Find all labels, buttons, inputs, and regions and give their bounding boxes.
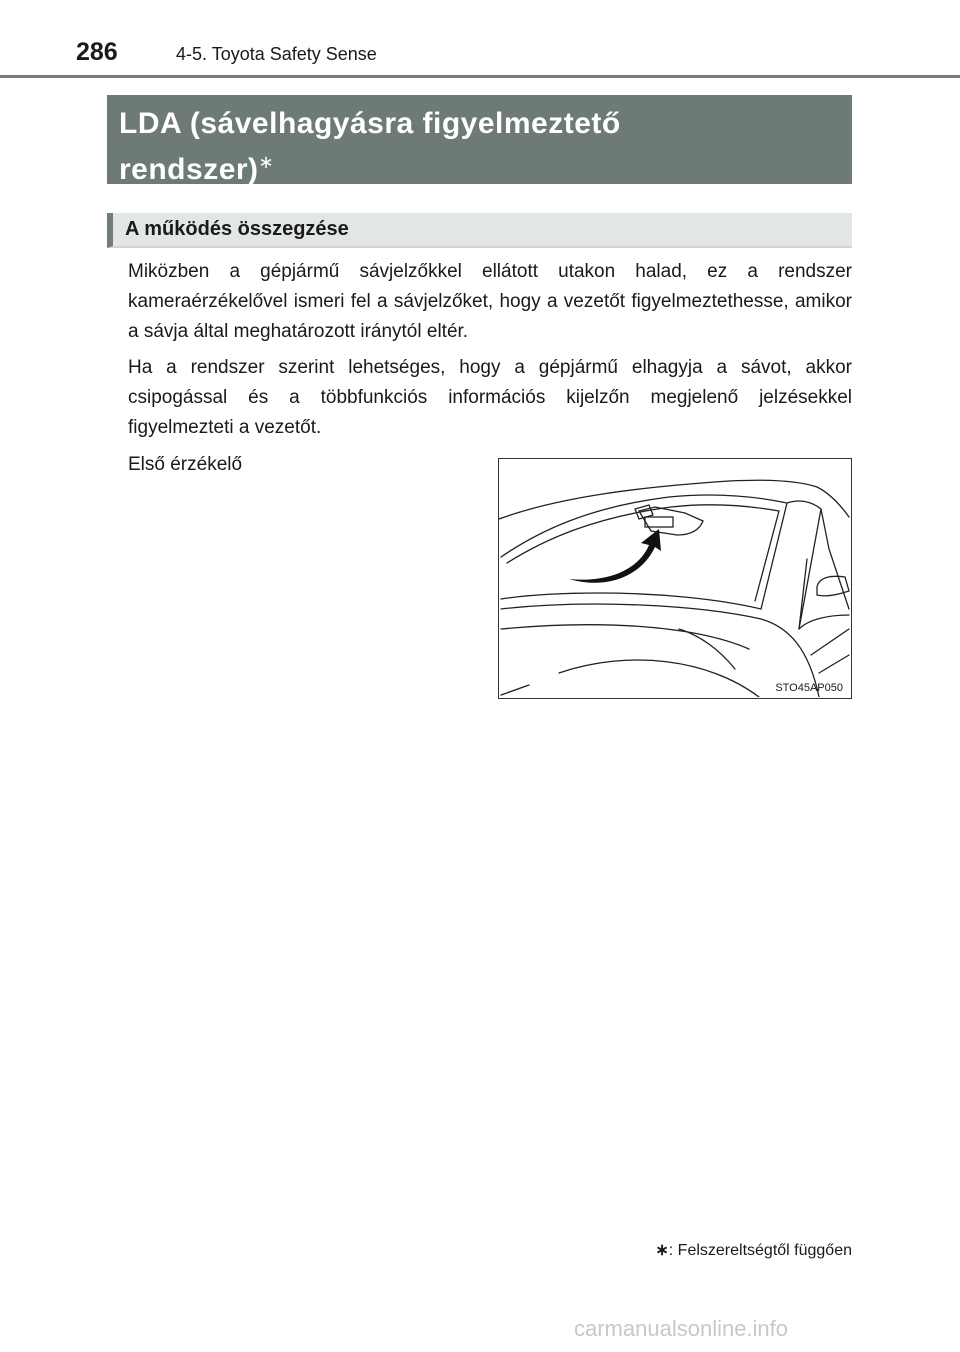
paragraph-2: Ha a rendszer szerint lehetséges, hogy a gépjármű elhagyja a sávot, akkor csipogással és a többfunkciós információs kijelzőn megjelenő jelzésekkel figyelmezteti a vezetőt.	[128, 357, 852, 438]
header-divider	[0, 75, 960, 78]
chapter-title	[119, 105, 840, 189]
figure-code: STO45AP050	[775, 682, 843, 694]
windshield-camera-illustration	[499, 459, 850, 697]
footnote-text: : Felszereltségtől függően	[668, 1242, 852, 1259]
chapter-title-line2: rendszer)	[119, 153, 259, 186]
watermark: carmanualsonline.info	[574, 1316, 789, 1341]
page-number: 286	[76, 38, 118, 66]
section-title: 4-5. Toyota Safety Sense	[176, 44, 377, 64]
title-marker: ∗	[258, 152, 275, 172]
footnote	[655, 1240, 852, 1260]
chapter-title-line1: LDA (sávelhagyásra figyelmeztető	[119, 107, 621, 140]
chapter-title-band	[107, 95, 852, 184]
figure-frame	[498, 458, 852, 699]
footnote-marker: ∗	[655, 1242, 669, 1259]
subheading-band	[107, 213, 852, 248]
paragraph-1: Miközben a gépjármű sávjelzőkkel ellátott utakon halad, ez a rendszer kameraérzékelővel ismeri fel a sávjelzőket, hogy a vezetőt figyelmeztethesse, amikor a sávja által meghatározott iránytól eltér.	[128, 261, 852, 342]
figure-caption: Első érzékelő	[128, 454, 243, 475]
subheading: A működés összegzése	[125, 218, 349, 240]
chapter-title-line2-wrap	[119, 143, 840, 189]
